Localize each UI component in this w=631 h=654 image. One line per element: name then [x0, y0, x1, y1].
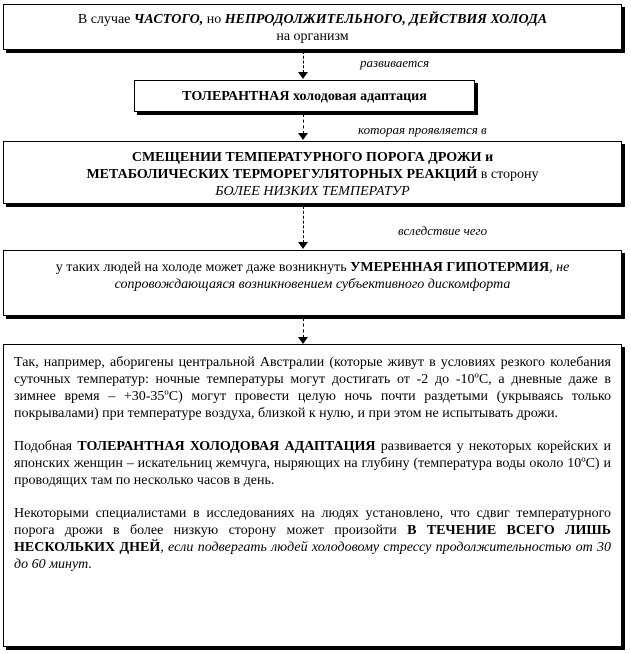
box2-tolerant: ТОЛЕРАНТНАЯ: [182, 89, 290, 104]
example-aborigines: Так, например, аборигены центральной Австралии (которые живут в условиях резкого колебания суточных температур: ночные температуры могут достигать от -2 до -10ºС, а дневные даже в зимнее время – +30-35ºС) могут провести целую ночь почти раздетыми (укрываясь только покрывалами) при температуре воздуха, близкой к нулю, и при этом не испытывать дрожи.: [14, 355, 611, 421]
box-tolerant-adaptation: [134, 80, 475, 112]
arrow-3: [298, 242, 308, 249]
box1-text-3: на организм: [276, 29, 349, 44]
connector-4: [303, 318, 304, 338]
box3-metabolic: МЕТАБОЛИЧЕСКИХ ТЕРМОРЕГУЛЯТОРНЫХ РЕАКЦИЙ: [86, 167, 478, 182]
para2-text-2: развивается у некоторых корейских и японских женщин – искательниц жемчуга, ныряющих на глубину (температура воды около 10ºС) и проводящих там по несколько часов в день.: [14, 439, 611, 488]
arrow-1: [298, 72, 308, 79]
connector-3: [303, 206, 304, 243]
box1-text-2: но: [203, 12, 225, 27]
label-manifests: которая проявляется в: [358, 122, 487, 137]
box1-text-1: В случае: [77, 12, 134, 27]
para3-few-days: В ТЕЧЕНИЕ ВСЕГО ЛИШЬ НЕСКОЛЬКИХ ДНЕЙ: [14, 523, 611, 555]
arrow-4: [298, 337, 308, 344]
box-threshold-shift: [3, 141, 622, 204]
example-pearl-divers: [14, 438, 611, 489]
para2-text-1: Подобная: [14, 439, 78, 454]
box-cold-action: [3, 4, 622, 50]
box4-moderate-hypothermia: УМЕРЕННАЯ ГИПОТЕРМИЯ: [350, 260, 550, 275]
box3-lower-temps: БОЛЕЕ НИЗКИХ ТЕМПЕРАТУР: [215, 184, 410, 199]
box4-text-2: , не сопровождающаяся возникновением субъективного дискомфорта: [114, 260, 570, 292]
connector-2: [303, 114, 304, 134]
box2-text: холодовая адаптация: [289, 89, 427, 104]
box-examples: [3, 344, 622, 647]
label-develops: развивается: [360, 55, 430, 70]
box1-short-cold-action: НЕПРОДОЛЖИТЕЛЬНОГО, ДЕЙСТВИЯ ХОЛОДА: [224, 12, 548, 27]
para3-text-2: , если подвергать людей холодовому стрессу продолжительностью от 30 до 60 минут.: [14, 540, 611, 572]
para2-tolerant: ТОЛЕРАНТНАЯ ХОЛОДОВАЯ АДАПТАЦИЯ: [77, 439, 376, 454]
para3-text-1: Некоторыми специалистами в исследованиях на людях установлено, что сдвиг температурного порога дрожи в более низкую сторону может произойти: [14, 506, 611, 538]
box-hypothermia: [3, 250, 622, 316]
connector-1: [303, 51, 304, 73]
label-consequently: вследствие чего: [398, 223, 488, 238]
box3-direction: в сторону: [477, 167, 539, 182]
box3-and: и: [481, 150, 494, 165]
box3-threshold: СМЕЩЕНИИ ТЕМПЕРАТУРНОГО ПОРОГА ДРОЖИ: [131, 150, 482, 165]
box1-frequent: ЧАСТОГО,: [133, 12, 204, 27]
box4-text-1: у таких людей на холоде может даже возникнуть: [55, 260, 351, 275]
example-research: [14, 505, 611, 573]
arrow-2: [298, 133, 308, 140]
